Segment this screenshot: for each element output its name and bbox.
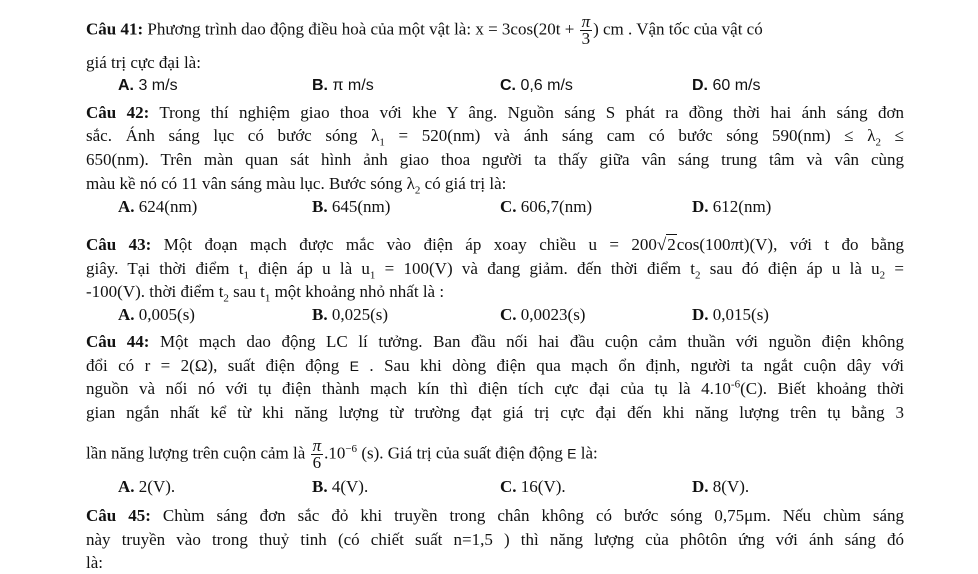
question-42-line-3: 650(nm). Trên màn quan sát hình ảnh giao thoa người ta thấy giữa vân sáng trung tâm và vân cùng (86, 150, 904, 169)
question-41-options (0, 75, 978, 97)
option-a[interactable]: A. 0,005(s) (118, 305, 195, 324)
question-44-line-5: lần năng lượng trên cuộn cảm là $\frac{\pi}{6}$ $.10^{-6}$ (s). Giá trị của suất điện động E là: (86, 436, 598, 472)
option-d[interactable]: D. 60 m/s (692, 77, 761, 94)
option-b[interactable]: B. 645(nm) (312, 197, 391, 216)
question-43-line-1: Câu 43: Một đoạn mạch được mắc vào điện áp xoay chiều u = 200√2cos(100πt)(V), với t đo bằng (86, 235, 904, 254)
question-44-options (0, 476, 978, 498)
option-d[interactable]: D. 612(nm) (692, 197, 772, 216)
option-c[interactable]: C. 606,7(nm) (500, 197, 593, 216)
option-a[interactable]: A. 624(nm) (118, 197, 198, 216)
option-c[interactable]: C. 0,0023(s) (500, 305, 586, 324)
option-c[interactable]: C. 0,6 m/s (500, 77, 573, 94)
question-45-line-1: Câu 45: Chùm sáng đơn sắc đỏ khi truyền trong chân không có bước sóng 0,75μm. Nếu chùm sáng (86, 506, 904, 525)
sqrt-symbol: √2 (656, 235, 676, 254)
question-44-label: Câu 44: (86, 332, 150, 351)
question-41-label: Câu 41: (86, 19, 144, 39)
question-41-line-2: giá trị cực đại là: (86, 53, 201, 72)
question-42-label: Câu 42: (86, 103, 150, 122)
option-b[interactable]: B. 0,025(s) (312, 305, 389, 324)
option-d[interactable]: D. 8(V). (692, 477, 750, 496)
option-d[interactable]: D. 0,015(s) (692, 305, 769, 324)
question-43-options (0, 304, 978, 326)
option-c[interactable]: C. 16(V). (500, 477, 566, 496)
option-a[interactable]: A. 3 m/s (118, 77, 178, 94)
fraction-pi-over-6: $\frac{\pi}{6}$ (312, 436, 322, 472)
question-42-line-4: màu kề nó có 11 vân sáng màu lục. Bước sóng $\lambda_2$ có giá trị là: (86, 174, 507, 197)
question-41-line-1: Câu 41: Phương trình dao động điều hoà của một vật là: x = 3cos(20t + $\frac{\pi}{3}$ ) cm . Vận tốc của vật có (86, 12, 763, 48)
option-b[interactable]: B. 4(V). (312, 477, 369, 496)
question-45-label: Câu 45: (86, 506, 151, 525)
question-44-line-1: Câu 44: Một mạch dao động LC lí tưởng. Ban đầu nối hai đầu cuộn cảm thuần với nguồn điện không (86, 332, 904, 351)
question-43-line-3: -100(V). thời điểm $t_2$ sau $t_1$ một khoảng nhỏ nhất là : (86, 282, 445, 305)
question-41-text: Phương trình dao động điều hoà của một vật là: x = 3cos(20t + (143, 19, 579, 39)
fraction-pi-over-3: $\frac{\pi}{3}$ (581, 12, 591, 48)
option-b[interactable]: B. π m/s (312, 77, 374, 94)
question-42-line-1: Câu 42: Trong thí nghiệm giao thoa với khe Y âng. Nguồn sáng S phát ra đồng thời hai ánh sáng đơn (86, 103, 904, 122)
question-44-line-3: nguồn và nối nó với tụ điện thành mạch kín thì điện tích cực đại của tụ là $4.10^{-6}(C)$. Biết khoảng thời (86, 378, 904, 398)
question-43-line-2: giây. Tại thời điểm $t_1$ điện áp u là $u_1 = 100(V)$ và đang giảm. đến thời điểm $t_2$ sau đó điện áp u là $u_2$ = (86, 259, 904, 282)
question-42-line-2: sắc. Ánh sáng lục có bước sóng $\lambda_1 = 520(nm)$ và ánh sáng cam có bước sóng $590(nm) \le \lambda_2$ ≤ (86, 126, 904, 149)
question-45-line-3: là: (86, 553, 103, 572)
question-44-line-2: đổi có r = 2(Ω), suất điện động E . Sau khi dòng điện qua mạch ổn định, người ta ngắt cuộn dây với (86, 356, 904, 375)
question-45-line-2: này truyền vào trong thuỷ tinh (có chiết suất n=1,5 ) thì năng lượng của phôtôn ứng với ánh sáng đó (86, 530, 904, 549)
question-43-label: Câu 43: (86, 235, 152, 254)
question-42-options (0, 196, 978, 218)
option-a[interactable]: A. 2(V). (118, 477, 176, 496)
question-44-line-4: gian ngắn nhất kể từ khi năng lượng từ trường đạt giá trị cực đại đến khi năng lượng trên tụ bằng 3 (86, 403, 904, 422)
